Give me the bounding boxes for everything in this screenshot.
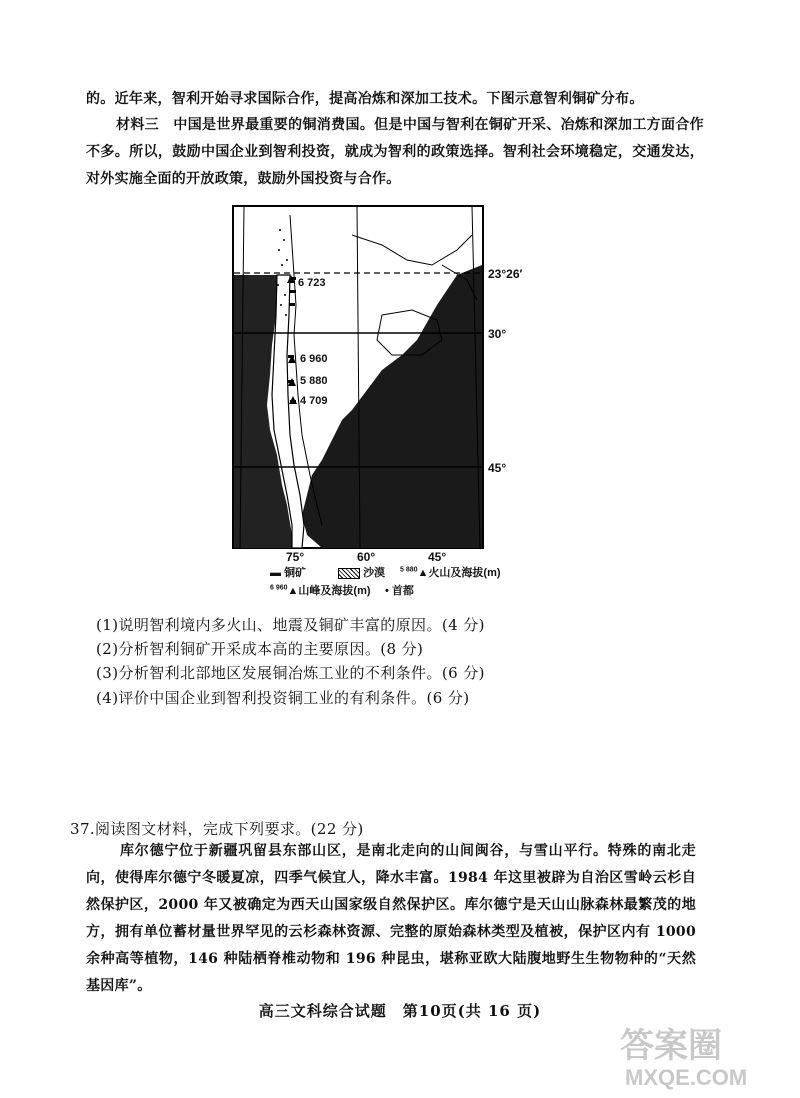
question-3: (3)分析智利北部地区发展铜冶炼工业的不利条件。(6 分) (96, 664, 485, 682)
lon-label-60: 60° (357, 550, 376, 564)
peak-legend-sample: 6 960 (270, 584, 288, 592)
question-37-text: 库尔德宁位于新疆巩留县东部山区，是南北走向的山间闽谷，与雪山平行。特殊的南北走向，使得库尔德宁冬暖夏凉，四季气候宜人，降水丰富。1984 年这里被辟为自治区雪岭云杉自然保护区，2000 年又被确定为西天山国家级自然保护区。库尔德宁是天山山脉森林最繁茂的地方，拥有单位蓄材量世界罕见的云杉森林资源、完整的原始森林类型及植被，保护区内有 1000 余种高等植物，146 种陆栖脊椎动物和 196 种昆虫，堪称亚欧大陆腹地野生生物物种的“天然基因库”。 (86, 843, 696, 994)
capital-legend-icon: • (385, 585, 392, 597)
peak-legend-icon: ▲ (287, 585, 299, 597)
legend-volcano: $^{5 880}$▲火山及海拔(m) (400, 566, 501, 579)
intro-line: 的。近年来，智利开始寻求国际合作，提高冶炼和深加工技术。下图示意智利铜矿分布。 (86, 91, 644, 107)
lat-label-45: 45° (488, 461, 507, 475)
desert-legend-icon (338, 568, 360, 579)
page-footer: 高三文科综合试题 第10页(共 16 页) (258, 1002, 542, 1020)
legend-peak: $^{6 960}$▲山峰及海拔(m) (270, 584, 371, 597)
map-graphic (232, 205, 522, 550)
lon-label-75: 75° (286, 550, 305, 564)
chile-copper-map (232, 205, 522, 550)
material-three-paragraph: 材料三 中国是世界最重要的铜消费国。但是中国与智利在铜矿开采、冶炼和深加工方面合作不多。所以，鼓励中国企业到智利投资，就成为智利的政策选择。智利社会环境稳定，交通发达，对外实施全面的开放政策，鼓励外国投资与合作。 (86, 117, 704, 187)
lat-label-30: 30° (488, 327, 507, 341)
question-2: (2)分析智利铜矿开采成本高的主要原因。(8 分) (96, 640, 424, 658)
peak-label-2: 6 960 (300, 353, 328, 365)
volcano-legend-sample: 5 880 (400, 566, 418, 574)
question-1: (1)说明智利境内多火山、地震及铜矿丰富的原因。(4 分) (96, 616, 485, 634)
copper-legend-icon: ▬ (270, 567, 285, 579)
legend-desert: 沙漠 (338, 564, 385, 580)
lon-label-45: 45° (428, 550, 447, 564)
watermark-logo: 答案圈 (620, 1027, 722, 1065)
legend-copper: ▬ 铜矿 (270, 567, 307, 579)
watermark-site: MXQE.COM (625, 1065, 748, 1090)
peak-label-4: 4 709 (300, 395, 328, 407)
volcano-legend-icon: ▲ (417, 567, 429, 579)
peak-label-3: 5 880 (300, 375, 328, 387)
question-37-title: 37.阅读图文材料，完成下列要求。(22 分) (70, 820, 364, 838)
peak-label-1: 6 723 (298, 277, 326, 289)
lat-label-tropic: 23°26′ (488, 267, 523, 281)
legend-capital: • 首都 (385, 585, 414, 597)
question-4: (4)评价中国企业到智利投资铜工业的有利条件。(6 分) (96, 689, 470, 707)
